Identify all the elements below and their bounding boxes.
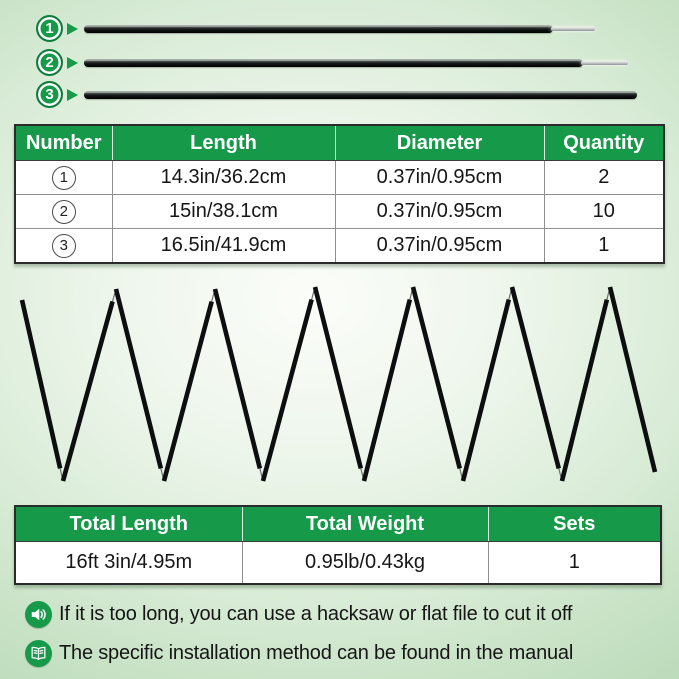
pole-number-badge-2: 2 xyxy=(36,49,63,76)
note-cutting-text: If it is too long, you can use a hacksaw or flat file to cut it off xyxy=(59,603,573,625)
col-header-sets: Sets xyxy=(488,507,660,542)
col-header-total-weight: Total Weight xyxy=(242,507,488,542)
quantity-cell: 10 xyxy=(544,195,663,229)
book-icon xyxy=(25,640,52,667)
diameter-cell: 0.37in/0.95cm xyxy=(335,195,544,229)
sets-cell: 1 xyxy=(488,542,660,584)
zigzag-segment xyxy=(610,287,655,472)
zigzag-segment xyxy=(463,300,509,481)
quantity-cell: 1 xyxy=(544,229,663,263)
length-cell: 14.3in/36.2cm xyxy=(112,161,335,195)
speaker-icon xyxy=(25,601,52,628)
zigzag-segment xyxy=(116,289,161,468)
zigzag-segment xyxy=(22,300,60,468)
diameter-cell: 0.37in/0.95cm xyxy=(335,229,544,263)
zigzag-segment xyxy=(562,300,607,481)
zigzag-segment xyxy=(512,287,559,468)
zigzag-segment xyxy=(364,300,410,481)
pole-number-badge-1: 1 xyxy=(36,15,63,42)
col-header-total-length: Total Length xyxy=(16,507,242,542)
col-header-number: Number xyxy=(16,126,112,161)
zigzag-segment xyxy=(164,302,212,481)
row-number-circle: 1 xyxy=(52,166,76,190)
col-header-length: Length xyxy=(112,126,335,161)
length-cell: 15in/38.1cm xyxy=(112,195,335,229)
table-row xyxy=(16,542,660,584)
note-manual-text: The specific installation method can be found in the manual xyxy=(59,642,574,664)
pole-number-badge-3: 3 xyxy=(36,81,63,108)
zigzag-segment xyxy=(315,287,361,468)
zigzag-segment xyxy=(263,300,312,481)
zigzag-segment xyxy=(215,289,260,468)
total-length-cell: 16ft 3in/4.95m xyxy=(16,542,242,584)
row-number-circle: 2 xyxy=(52,200,76,224)
col-header-quantity: Quantity xyxy=(544,126,663,161)
col-header-diameter: Diameter xyxy=(335,126,544,161)
note-manual xyxy=(25,640,573,667)
zigzag-segment xyxy=(63,302,113,481)
zigzag-segment xyxy=(413,287,460,468)
note-cutting xyxy=(25,601,572,628)
total-weight-cell: 0.95lb/0.43kg xyxy=(242,542,488,584)
quantity-cell: 2 xyxy=(544,161,663,195)
totals-table-header-row xyxy=(16,507,660,542)
row-number-circle: 3 xyxy=(52,234,76,258)
diameter-cell: 0.37in/0.95cm xyxy=(335,161,544,195)
length-cell: 16.5in/41.9cm xyxy=(112,229,335,263)
totals-table xyxy=(14,505,662,585)
